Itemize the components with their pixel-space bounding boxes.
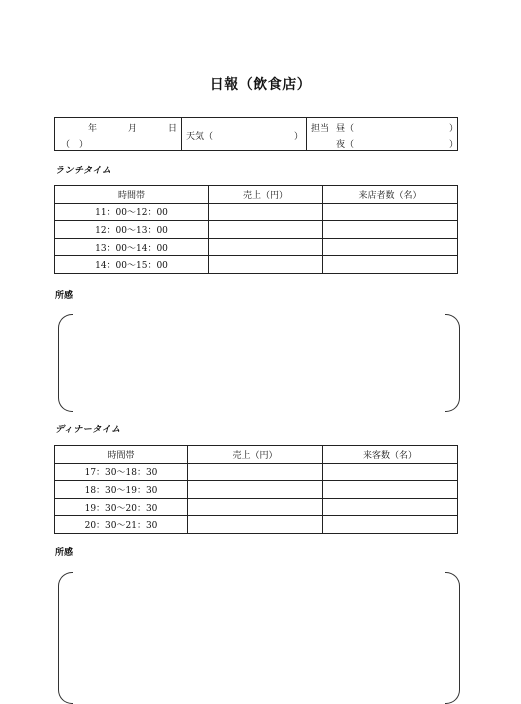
date-paren-close: ） — [79, 140, 89, 150]
dinner-staff-label: 夜（ — [336, 140, 355, 150]
column-header-time: 時間帯 — [55, 446, 188, 464]
sales-input-cell[interactable] — [209, 238, 323, 256]
lunch-notes-box[interactable] — [58, 314, 460, 410]
weather-cell[interactable] — [182, 118, 307, 151]
right-bracket — [445, 572, 460, 704]
customers-input-cell[interactable] — [323, 238, 458, 256]
customers-input-cell[interactable] — [323, 463, 458, 481]
year-label: 年 — [88, 124, 98, 134]
sales-input-cell[interactable] — [188, 463, 323, 481]
lunch-heading: ランチタイム — [55, 166, 112, 176]
table-row — [55, 256, 458, 274]
time-slot-cell: 20：30〜21：30 — [55, 516, 188, 534]
table-row — [55, 516, 458, 534]
staff-cell[interactable] — [307, 118, 458, 151]
lunch-staff-paren-close: ） — [449, 124, 459, 134]
weather-label: 天気（ — [186, 132, 214, 142]
day-label: 日 — [168, 124, 178, 134]
time-slot-cell: 19：30〜20：30 — [55, 498, 188, 516]
column-header-time: 時間帯 — [55, 186, 209, 204]
column-header-customers: 来客数（名） — [323, 446, 458, 464]
table-row — [55, 463, 458, 481]
customers-input-cell[interactable] — [323, 498, 458, 516]
customers-input-cell[interactable] — [323, 516, 458, 534]
lunch-notes-heading: 所感 — [55, 291, 74, 301]
column-header-sales: 売上（円） — [209, 186, 323, 204]
month-label: 月 — [128, 124, 138, 134]
dinner-table — [54, 445, 458, 534]
table-header-row — [55, 446, 458, 464]
table-row — [55, 498, 458, 516]
right-bracket — [445, 314, 460, 412]
left-bracket — [58, 314, 73, 412]
table-row — [55, 238, 458, 256]
customers-input-cell[interactable] — [323, 221, 458, 239]
column-header-sales: 売上（円） — [188, 446, 323, 464]
sales-input-cell[interactable] — [188, 481, 323, 499]
staff-label: 担当 — [311, 124, 330, 134]
table-row — [55, 481, 458, 499]
lunch-table — [54, 185, 458, 274]
sales-input-cell[interactable] — [188, 516, 323, 534]
lunch-staff-label: 昼（ — [336, 124, 355, 134]
weather-paren-close: ） — [294, 132, 304, 142]
customers-input-cell[interactable] — [323, 203, 458, 221]
time-slot-cell: 13：00〜14：00 — [55, 238, 209, 256]
sales-input-cell[interactable] — [209, 203, 323, 221]
time-slot-cell: 18：30〜19：30 — [55, 481, 188, 499]
time-slot-cell: 17：30〜18：30 — [55, 463, 188, 481]
dinner-heading: ディナータイム — [55, 425, 121, 435]
time-slot-cell: 11：00〜12：00 — [55, 203, 209, 221]
column-header-customers: 来店者数（名） — [323, 186, 458, 204]
page-title: 日報（飲食店） — [209, 77, 312, 93]
time-slot-cell: 12：00〜13：00 — [55, 221, 209, 239]
left-bracket — [58, 572, 73, 704]
date-cell[interactable] — [55, 118, 182, 151]
date-paren-open: （ — [61, 140, 71, 150]
sales-input-cell[interactable] — [188, 498, 323, 516]
sales-input-cell[interactable] — [209, 221, 323, 239]
sales-input-cell[interactable] — [209, 256, 323, 274]
table-row — [55, 203, 458, 221]
table-row — [55, 221, 458, 239]
dinner-notes-heading: 所感 — [55, 548, 74, 558]
table-header-row — [55, 186, 458, 204]
dinner-staff-paren-close: ） — [449, 140, 459, 150]
customers-input-cell[interactable] — [323, 256, 458, 274]
customers-input-cell[interactable] — [323, 481, 458, 499]
header-info-table — [54, 117, 458, 151]
time-slot-cell: 14：00〜15：00 — [55, 256, 209, 274]
dinner-notes-box[interactable] — [58, 572, 460, 702]
